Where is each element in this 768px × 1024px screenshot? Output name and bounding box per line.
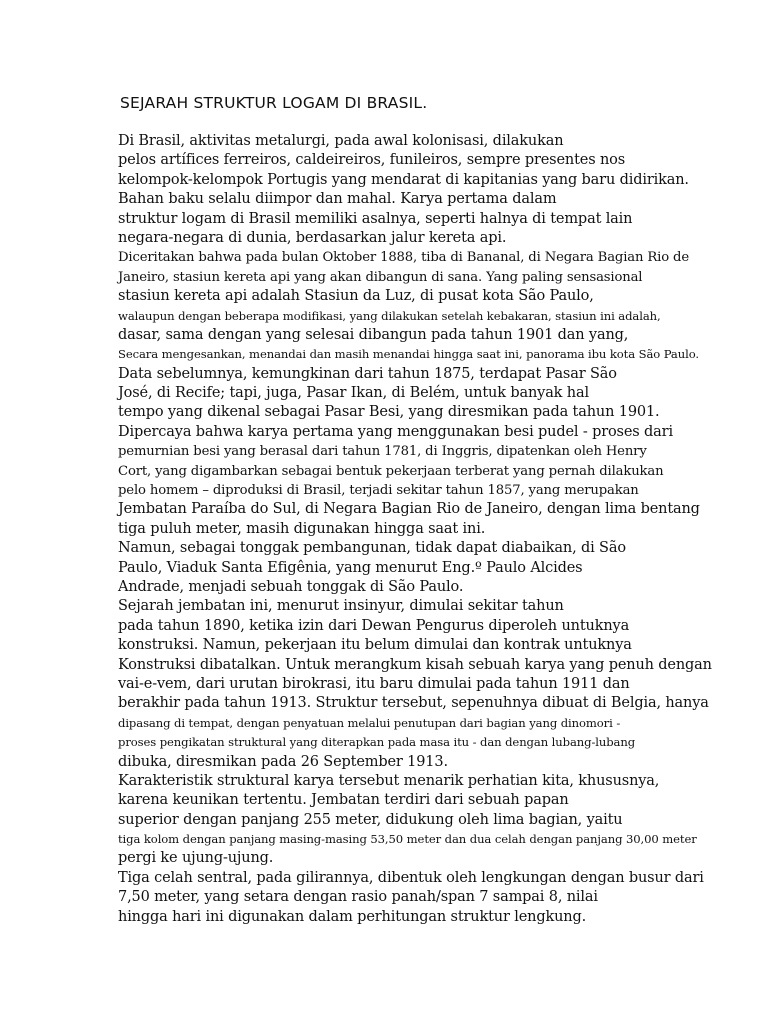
- text-line: berakhir pada tahun 1913. Struktur tersebut, sepenuhnya dibuat di Belgia, hanya: [118, 695, 709, 712]
- text-line: Jembatan Paraíba do Sul, di Negara Bagian Rio de Janeiro, dengan lima bentang: [118, 501, 700, 518]
- text-line: Janeiro, stasiun kereta api yang akan dibangun di sana. Yang paling sensasional: [118, 269, 643, 285]
- text-line: superior dengan panjang 255 meter, didukung oleh lima bagian, yaitu: [118, 811, 623, 828]
- text-line: vai-e-vem, dari urutan birokrasi, itu baru dimulai pada tahun 1911 dan: [118, 675, 630, 692]
- text-line: konstruksi. Namun, pekerjaan itu belum dimulai dan kontrak untuknya: [118, 637, 632, 654]
- text-line: tiga kolom dengan panjang masing-masing 53,50 meter dan dua celah dengan panjang 30,00 meter: [118, 832, 697, 847]
- text-line: dibuka, diresmikan pada 26 September 1913.: [118, 753, 448, 770]
- text-line: Diceritakan bahwa pada bulan Oktober 1888, tiba di Bananal, di Negara Bagian Rio de: [118, 250, 689, 266]
- text-line: Paulo, Viaduk Santa Efigênia, yang menurut Eng.º Paulo Alcides: [118, 559, 583, 576]
- text-line: stasiun kereta api adalah Stasiun da Luz, di pusat kota São Paulo,: [118, 288, 594, 305]
- text-line: pemurnian besi yang berasal dari tahun 1781, di Inggris, dipatenkan oleh Henry: [118, 444, 647, 460]
- text-line: kelompok-kelompok Portugis yang mendarat di kapitanias yang baru didirikan.: [118, 171, 689, 188]
- text-line: walaupun dengan beberapa modifikasi, yang dilakukan setelah kebakaran, stasiun ini adalah,: [118, 308, 661, 323]
- text-line: proses pengikatan struktural yang diterapkan pada masa itu - dan dengan lubang-lubang: [118, 735, 636, 750]
- text-line: tiga puluh meter, masih digunakan hingga saat ini.: [118, 520, 486, 537]
- text-line: Konstruksi dibatalkan. Untuk merangkum kisah sebuah karya yang penuh dengan: [118, 656, 712, 673]
- text-line: struktur logam di Brasil memiliki asalnya, seperti halnya di tempat lain: [118, 210, 633, 227]
- text-line: Namun, sebagai tonggak pembangunan, tidak dapat diabaikan, di São: [118, 540, 626, 557]
- text-line: Karakteristik struktural karya tersebut menarik perhatian kita, khususnya,: [118, 772, 660, 789]
- text-line: pelos artífices ferreiros, caldeireiros, funileiros, sempre presentes nos: [118, 152, 626, 169]
- document-title: SEJARAH STRUKTUR LOGAM DI BRASIL.: [120, 94, 428, 112]
- text-line: pergi ke ujung-ujung.: [118, 850, 274, 867]
- text-line: Tiga celah sentral, pada gilirannya, dibentuk oleh lengkungan dengan busur dari: [118, 869, 704, 886]
- text-line: karena keunikan tertentu. Jembatan terdiri dari sebuah papan: [118, 792, 569, 809]
- text-line: 7,50 meter, yang setara dengan rasio panah/span 7 sampai 8, nilai: [118, 889, 598, 906]
- text-line: Di Brasil, aktivitas metalurgi, pada awal kolonisasi, dilakukan: [118, 133, 564, 149]
- text-line: tempo yang dikenal sebagai Pasar Besi, yang diresmikan pada tahun 1901.: [118, 404, 660, 421]
- text-line: Secara mengesankan, menandai dan masih menandai hingga saat ini, panorama ibu kota São Paulo.: [118, 347, 699, 362]
- text-line: dasar, sama dengan yang selesai dibangun pada tahun 1901 dan yang,: [118, 326, 629, 343]
- document-body: [118, 132, 758, 927]
- text-line: Bahan baku selalu diimpor dan mahal. Karya pertama dalam: [118, 191, 557, 208]
- text-line: Dipercaya bahwa karya pertama yang menggunakan besi pudel - proses dari: [118, 423, 673, 440]
- text-line: dipasang di tempat, dengan penyatuan melalui penutupan dari bagian yang dinomori -: [118, 715, 621, 730]
- text-line: José, di Recife; tapi, juga, Pasar Ikan, di Belém, untuk banyak hal: [118, 385, 589, 402]
- text-line: hingga hari ini digunakan dalam perhitungan struktur lengkung.: [118, 908, 587, 925]
- text-line: Data sebelumnya, kemungkinan dari tahun 1875, terdapat Pasar São: [118, 365, 617, 382]
- text-line: pelo homem – diproduksi di Brasil, terjadi sekitar tahun 1857, yang merupakan: [118, 483, 639, 499]
- text-line: Cort, yang digambarkan sebagai bentuk pekerjaan terberat yang pernah dilakukan: [118, 463, 664, 479]
- text-line: Andrade, menjadi sebuah tonggak di São Paulo.: [118, 578, 464, 595]
- text-line: pada tahun 1890, ketika izin dari Dewan Pengurus diperoleh untuknya: [118, 617, 630, 634]
- text-line: negara-negara di dunia, berdasarkan jalur kereta api.: [118, 229, 507, 246]
- text-line: Sejarah jembatan ini, menurut insinyur, dimulai sekitar tahun: [118, 598, 564, 615]
